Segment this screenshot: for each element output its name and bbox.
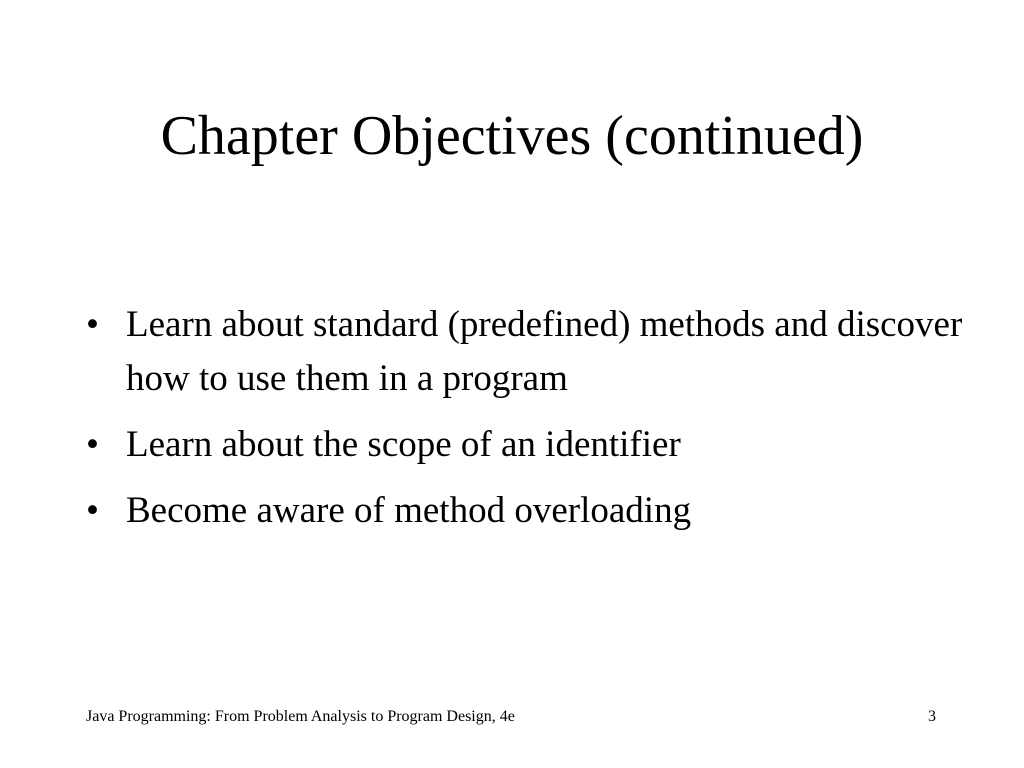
slide-title: Chapter Objectives (continued) xyxy=(160,105,864,167)
bullet-text: Learn about the scope of an identifier xyxy=(126,424,681,465)
bullet-list xyxy=(86,298,966,550)
bullet-item xyxy=(86,484,966,538)
bullet-text: Learn about standard (predefined) methods and discover how to use them in a program xyxy=(126,304,963,399)
footer-page-number: 3 xyxy=(928,708,936,725)
bullet-marker: • xyxy=(86,304,99,345)
bullet-item xyxy=(86,298,966,406)
bullet-marker: • xyxy=(86,424,99,465)
bullet-item xyxy=(86,418,966,472)
bullet-text: Become aware of method overloading xyxy=(126,490,692,531)
footer-book-title: Java Programming: From Problem Analysis to Program Design, 4e xyxy=(86,708,515,725)
bullet-marker: • xyxy=(86,490,99,531)
